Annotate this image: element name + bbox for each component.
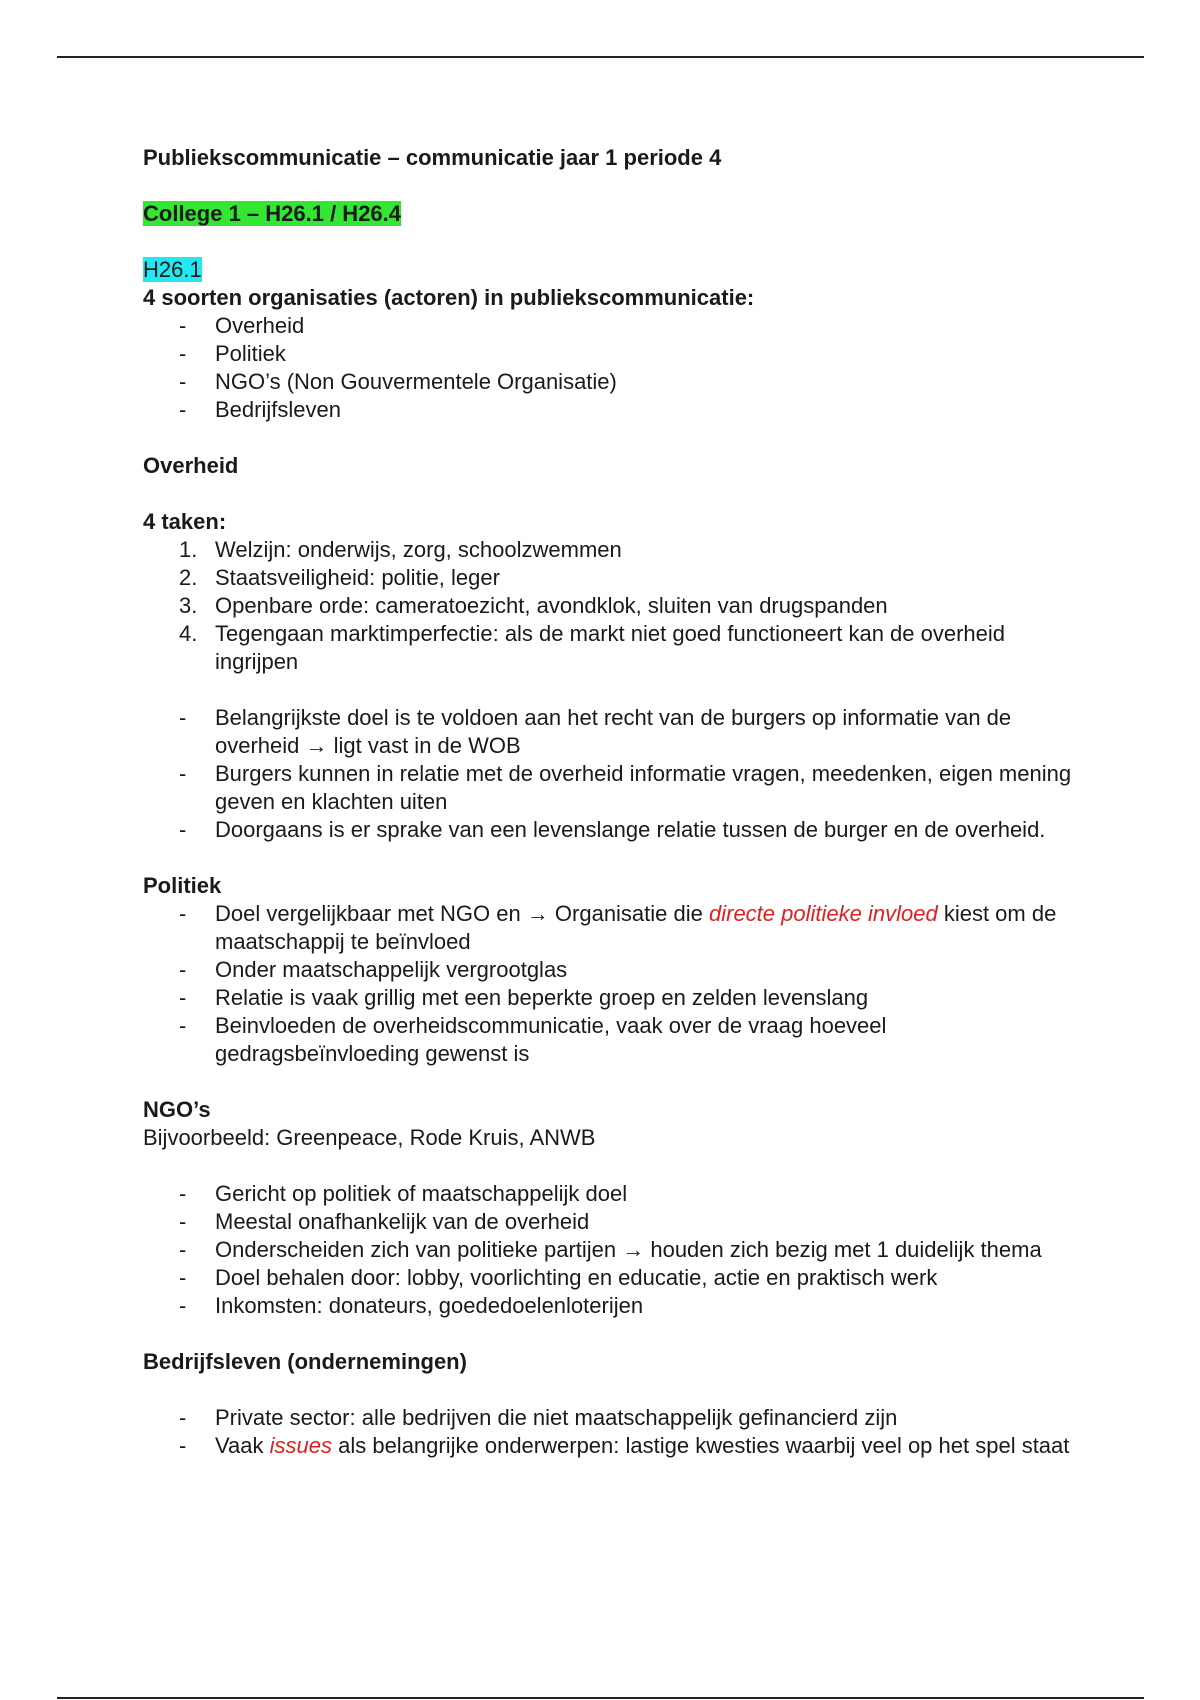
list-item: - Burgers kunnen in relatie met de overheid informatie vragen, meedenken, eigen mening geven en klachten uiten — [179, 761, 1072, 814]
list-item: - Gericht op politiek of maatschappelijk doel — [179, 1181, 628, 1206]
document-title: Publiekscommunicatie – communicatie jaar 1 periode 4 — [143, 145, 722, 170]
list-item: - Vaak issues als belangrijke onderwerpen: lastige kwesties waarbij veel op het spel staat — [179, 1433, 1070, 1458]
list-item: - Private sector: alle bedrijven die niet maatschappelijk gefinancierd zijn — [179, 1405, 898, 1430]
intro-list — [143, 312, 1093, 424]
tasks-heading: 4 taken: — [143, 509, 227, 534]
list-item: 2. Staatsveiligheid: politie, leger — [179, 565, 500, 590]
list-item: - Belangrijkste doel is te voldoen aan het recht van de burgers op informatie van de overheid → ligt vast in de WOB — [179, 705, 1012, 758]
ngo-heading: NGO’s — [143, 1097, 211, 1122]
list-item: 3. Openbare orde: cameratoezicht, avondklok, sluiten van drugspanden — [179, 593, 888, 618]
ngo-bullets — [143, 1180, 1093, 1320]
list-item: - Onderscheiden zich van politieke partijen → houden zich bezig met 1 duidelijk thema — [179, 1237, 1042, 1262]
list-item: - Beinvloeden de overheidscommunicatie, vaak over de vraag hoeveel gedragsbeïnvloeding gewenst is — [179, 1013, 887, 1066]
overheid-heading: Overheid — [143, 453, 239, 478]
top-rule — [57, 56, 1144, 58]
emphasis-text: issues — [269, 1433, 332, 1458]
list-item: - Doel vergelijkbaar met NGO en → Organisatie die directe politieke invloed kiest om de maatschappij te beïnvloed — [179, 901, 1057, 954]
list-item: - Meestal onafhankelijk van de overheid — [179, 1209, 590, 1234]
list-item: - Overheid — [179, 313, 305, 338]
emphasis-text: directe politieke invloed — [709, 901, 938, 926]
overheid-bullets — [143, 704, 1093, 844]
list-item: - Doorgaans is er sprake van een levenslange relatie tussen de burger en de overheid. — [179, 817, 1046, 842]
list-item: 4. Tegengaan marktimperfectie: als de markt niet goed functioneert kan de overheid ingrijpen — [179, 621, 1006, 674]
list-item: - Doel behalen door: lobby, voorlichting en educatie, actie en praktisch werk — [179, 1265, 938, 1290]
bedrijfsleven-heading: Bedrijfsleven (ondernemingen) — [143, 1349, 467, 1374]
list-item: - Politiek — [179, 341, 286, 366]
list-item: - Inkomsten: donateurs, goededoelenloterijen — [179, 1293, 644, 1318]
ngo-example: Bijvoorbeeld: Greenpeace, Rode Kruis, ANWB — [143, 1125, 596, 1150]
intro-heading: 4 soorten organisaties (actoren) in publiekscommunicatie: — [143, 285, 755, 310]
politiek-bullets — [143, 900, 1093, 1068]
list-item: - Onder maatschappelijk vergrootglas — [179, 957, 568, 982]
bedrijfsleven-bullets — [143, 1404, 1093, 1460]
list-item: - NGO’s (Non Gouvermentele Organisatie) — [179, 369, 617, 394]
tasks-list — [143, 536, 1093, 676]
bottom-rule — [57, 1697, 1144, 1699]
list-item: 1. Welzijn: onderwijs, zorg, schoolzwemmen — [179, 537, 622, 562]
politiek-heading: Politiek — [143, 873, 222, 898]
list-item: - Relatie is vaak grillig met een beperkte groep en zelden levenslang — [179, 985, 869, 1010]
college-heading: College 1 – H26.1 / H26.4 — [143, 201, 402, 226]
section-tag: H26.1 — [143, 257, 202, 282]
document-page — [143, 144, 1093, 1460]
list-item: - Bedrijfsleven — [179, 397, 341, 422]
